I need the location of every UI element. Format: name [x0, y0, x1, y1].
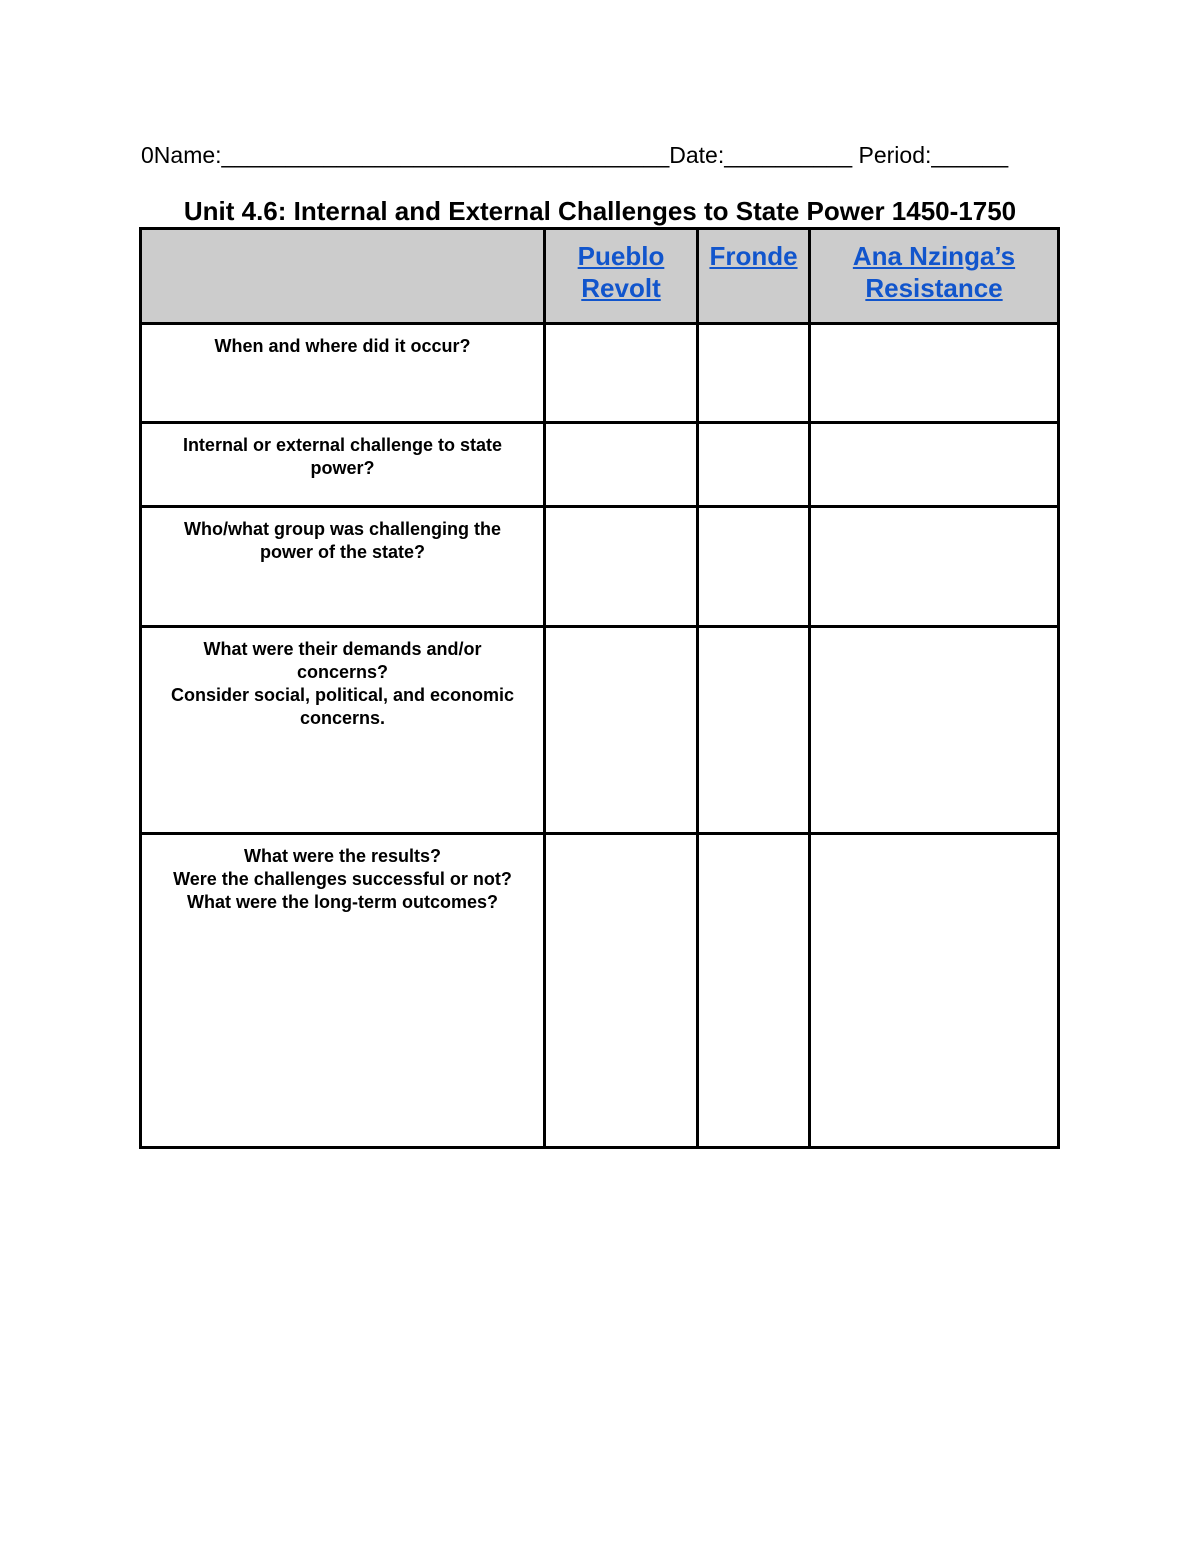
pueblo-revolt-link-line2[interactable]: Revolt — [581, 273, 661, 303]
answer-cell-ana-nzinga[interactable] — [810, 324, 1059, 423]
ana-nzinga-link-line2[interactable]: Resistance — [865, 273, 1003, 303]
question-when-where — [141, 324, 545, 423]
pueblo-revolt-link-line1[interactable]: Pueblo — [577, 241, 665, 271]
answer-cell-fronde[interactable] — [698, 324, 810, 423]
answer-cell-fronde[interactable] — [698, 834, 810, 1148]
answer-cell-ana-nzinga[interactable] — [810, 834, 1059, 1148]
answer-cell-pueblo-revolt[interactable] — [545, 627, 698, 834]
ana-nzinga-link-line1[interactable]: Ana Nzinga’s — [852, 241, 1016, 271]
challenges-table — [139, 227, 1060, 1149]
answer-cell-pueblo-revolt[interactable] — [545, 834, 698, 1148]
table-row — [141, 423, 1059, 507]
column-header-pueblo-revolt[interactable] — [545, 229, 698, 324]
column-header-fronde[interactable] — [698, 229, 810, 324]
column-header-ana-nzinga[interactable] — [810, 229, 1059, 324]
table-row — [141, 507, 1059, 627]
answer-cell-pueblo-revolt[interactable] — [545, 507, 698, 627]
table-row — [141, 834, 1059, 1148]
question-text: Internal or external challenge to state — [182, 435, 503, 455]
question-text: power? — [310, 458, 375, 478]
question-text: What were their demands and/or — [203, 639, 482, 659]
answer-cell-ana-nzinga[interactable] — [810, 627, 1059, 834]
answer-cell-fronde[interactable] — [698, 507, 810, 627]
question-text: Consider social, political, and economic — [170, 685, 515, 705]
question-who-challenging — [141, 507, 545, 627]
name-date-period-line: 0Name:___________________________________Date:__________ Period:______ — [141, 142, 1009, 168]
answer-cell-pueblo-revolt[interactable] — [545, 324, 698, 423]
question-results — [141, 834, 545, 1148]
header-blank-cell — [141, 229, 545, 324]
question-text: concerns. — [299, 708, 386, 728]
question-text: concerns? — [296, 662, 389, 682]
worksheet-title: Unit 4.6: Internal and External Challenges to State Power 1450-1750 — [183, 196, 1017, 226]
question-text: What were the long-term outcomes? — [186, 892, 499, 912]
question-internal-external — [141, 423, 545, 507]
table-row — [141, 324, 1059, 423]
answer-cell-fronde[interactable] — [698, 423, 810, 507]
question-text: power of the state? — [259, 542, 425, 562]
answer-cell-pueblo-revolt[interactable] — [545, 423, 698, 507]
question-text: Who/what group was challenging the — [183, 519, 501, 539]
answer-cell-ana-nzinga[interactable] — [810, 423, 1059, 507]
table-row — [141, 627, 1059, 834]
question-text: When and where did it occur? — [214, 336, 471, 356]
fronde-link[interactable]: Fronde — [709, 241, 798, 271]
answer-cell-fronde[interactable] — [698, 627, 810, 834]
question-text: What were the results? — [243, 846, 442, 866]
question-text: Were the challenges successful or not? — [173, 869, 512, 889]
question-demands-concerns — [141, 627, 545, 834]
table-header-row — [141, 229, 1059, 324]
answer-cell-ana-nzinga[interactable] — [810, 507, 1059, 627]
